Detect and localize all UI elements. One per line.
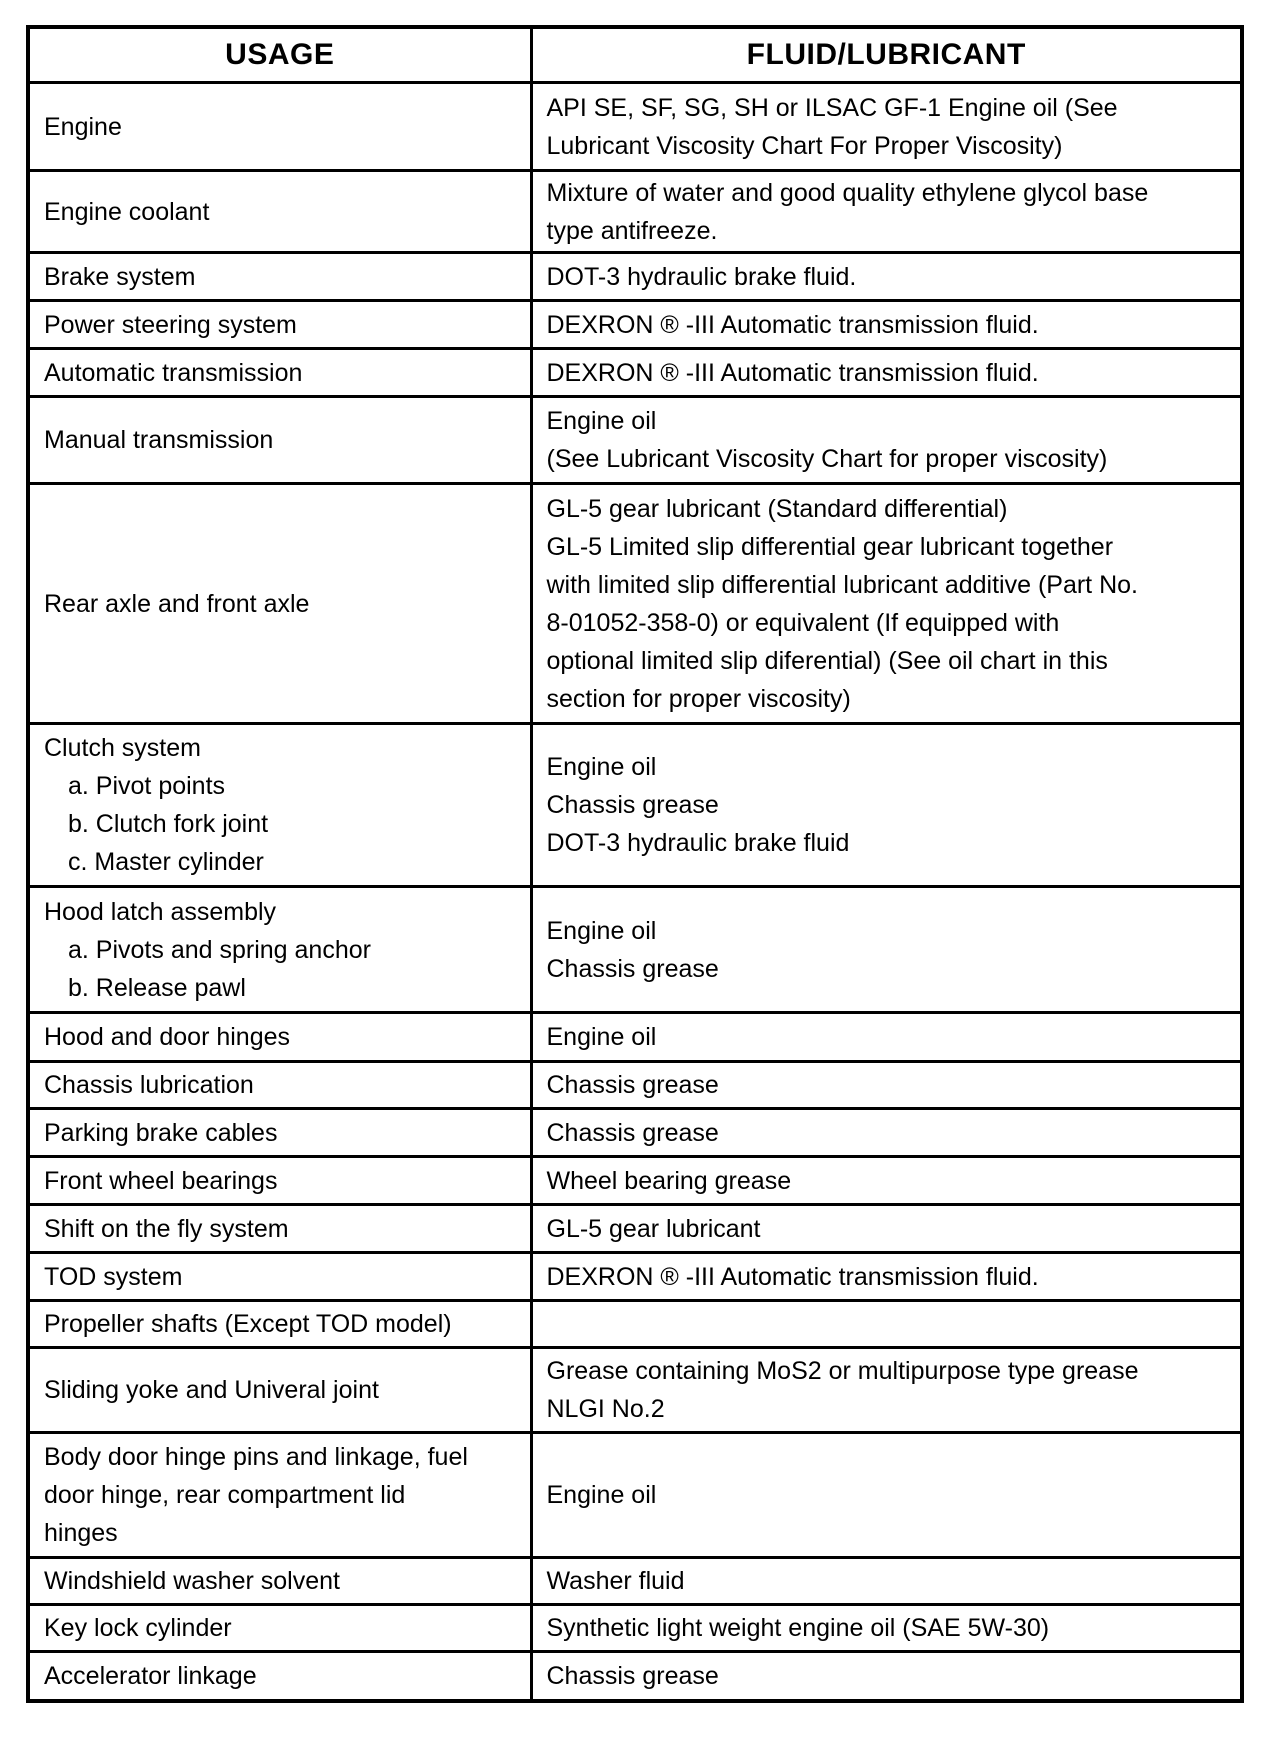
table-row [28,1605,1242,1652]
fluid-cell [531,1348,1242,1433]
table-row [28,1348,1242,1433]
usage-cell [28,1253,531,1301]
fluid-cell [531,1652,1242,1701]
usage-text: Rear axle and front axle [44,589,310,618]
header-fluid-lubricant: FLUID/LUBRICANT [531,27,1242,83]
usage-text: door hinge, rear compartment lid [44,1481,406,1509]
usage-cell [28,1605,531,1652]
usage-cell [28,1301,531,1348]
usage-text: Hood latch assembly [44,897,277,926]
usage-text: Propeller shafts (Except TOD model) [44,1310,452,1338]
fluid-text: GL-5 gear lubricant (Standard differential) [546,494,1008,523]
fluid-text: Chassis grease [546,791,719,819]
usage-cell [28,724,531,887]
fluid-text: Grease containing MoS2 or multipurpose type grease [546,1357,1139,1385]
fluid-cell [531,1605,1242,1652]
fluid-cell [531,887,1242,1013]
usage-cell [28,1348,531,1433]
usage-text: Body door hinge pins and linkage, fuel [44,1443,468,1471]
usage-subitem: b. Clutch fork joint [68,810,269,838]
fluid-text: Engine oil [546,753,657,781]
fluid-text: DEXRON ® -III Automatic transmission fluid. [546,310,1039,339]
fluid-text: Engine oil [546,1023,657,1051]
usage-cell [28,887,531,1013]
usage-cell [28,301,531,349]
fluid-cell [531,83,1242,171]
table-row [28,1558,1242,1605]
usage-subitem: b. Release pawl [68,973,246,1002]
usage-text: Front wheel bearings [44,1166,278,1195]
fluid-text: section for proper viscosity) [546,684,851,713]
fluid-text: Engine oil [546,1481,657,1509]
usage-text: Sliding yoke and Univeral joint [44,1376,379,1404]
usage-cell [28,349,531,397]
usage-subitem: c. Master cylinder [68,848,264,876]
table-row [28,253,1242,301]
usage-text: Shift on the fly system [44,1214,289,1243]
usage-cell [28,1652,531,1701]
header-usage: USAGE [28,27,531,83]
fluid-text: Engine oil [546,407,657,435]
fluid-text: with limited slip differential lubricant additive (Part No. [546,570,1138,599]
fluid-text: Chassis grease [546,1118,719,1147]
table-row [28,397,1242,484]
usage-cell [28,1558,531,1605]
fluid-cell [531,1253,1242,1301]
fluid-text: type antifreeze. [546,216,718,245]
usage-text: Chassis lubrication [44,1071,254,1099]
usage-text: Accelerator linkage [44,1661,257,1690]
fluid-cell [531,1109,1242,1157]
usage-text: Manual transmission [44,426,274,454]
table-row [28,1433,1242,1558]
fluid-cell [531,1062,1242,1109]
usage-text: Engine coolant [44,197,210,226]
usage-cell [28,1062,531,1109]
table-row [28,1109,1242,1157]
usage-text: hinges [44,1519,118,1547]
fluid-cell [531,1433,1242,1558]
fluid-cell [531,1205,1242,1253]
fluid-cell [531,397,1242,484]
usage-text: Brake system [44,262,196,291]
table-row [28,349,1242,397]
table-row [28,1062,1242,1109]
fluid-text: Lubricant Viscosity Chart For Proper Viscosity) [546,131,1063,160]
usage-text: Clutch system [44,734,201,762]
fluid-cell [531,1157,1242,1205]
fluid-text: API SE, SF, SG, SH or ILSAC GF-1 Engine oil (See [546,93,1118,122]
table-row [28,301,1242,349]
fluid-cell [531,301,1242,349]
fluid-cell [531,724,1242,887]
fluid-text: Engine oil [546,916,657,945]
fluid-text: Wheel bearing grease [546,1166,792,1195]
table-row [28,1157,1242,1205]
table-row [28,1301,1242,1348]
table-row [28,1013,1242,1062]
lubricant-table [26,25,1244,1703]
fluid-text: DOT-3 hydraulic brake fluid. [546,262,857,291]
fluid-text: 8-01052-358-0) or equivalent (If equipped with [546,608,1060,637]
fluid-text: Chassis grease [546,1071,719,1099]
usage-text: Key lock cylinder [44,1614,232,1642]
table-row [28,171,1242,253]
usage-subitem: a. Pivots and spring anchor [68,935,371,964]
usage-text: Hood and door hinges [44,1023,291,1051]
usage-cell [28,253,531,301]
fluid-text: DOT-3 hydraulic brake fluid [546,829,850,857]
fluid-cell [531,1558,1242,1605]
usage-text: Windshield washer solvent [44,1567,340,1595]
usage-text: Engine [44,112,122,141]
usage-cell [28,1433,531,1558]
usage-text: Parking brake cables [44,1118,278,1147]
fluid-cell [531,1301,1242,1348]
usage-subitem: a. Pivot points [68,772,226,800]
table-row [28,724,1242,887]
usage-text: TOD system [44,1262,183,1291]
fluid-text: GL-5 Limited slip differential gear lubricant together [546,532,1114,561]
usage-text: Automatic transmission [44,358,303,387]
fluid-cell [531,253,1242,301]
usage-text: Power steering system [44,310,297,339]
fluid-text: GL-5 gear lubricant [546,1214,761,1243]
usage-cell [28,484,531,724]
table-row [28,1652,1242,1701]
fluid-text: (See Lubricant Viscosity Chart for proper viscosity) [546,445,1108,473]
table-header-row [28,27,1242,83]
fluid-text: Mixture of water and good quality ethylene glycol base [546,178,1149,207]
fluid-text: Chassis grease [546,954,719,983]
table-row [28,887,1242,1013]
fluid-text: Washer fluid [546,1567,685,1595]
usage-cell [28,1013,531,1062]
fluid-cell [531,171,1242,253]
fluid-text: DEXRON ® -III Automatic transmission fluid. [546,1262,1039,1291]
fluid-text: DEXRON ® -III Automatic transmission fluid. [546,358,1039,387]
usage-cell [28,1157,531,1205]
fluid-cell [531,484,1242,724]
fluid-text: optional limited slip diferential) (See oil chart in this [546,646,1108,675]
fluid-cell [531,349,1242,397]
usage-cell [28,1205,531,1253]
table-row [28,484,1242,724]
fluid-text: Chassis grease [546,1661,719,1690]
usage-cell [28,397,531,484]
table-row [28,1205,1242,1253]
usage-cell [28,1109,531,1157]
fluid-cell [531,1013,1242,1062]
usage-cell [28,83,531,171]
fluid-text: NLGI No.2 [546,1395,665,1423]
usage-cell [28,171,531,253]
table-row [28,1253,1242,1301]
fluid-text: Synthetic light weight engine oil (SAE 5W-30) [546,1614,1050,1642]
table-row [28,83,1242,171]
